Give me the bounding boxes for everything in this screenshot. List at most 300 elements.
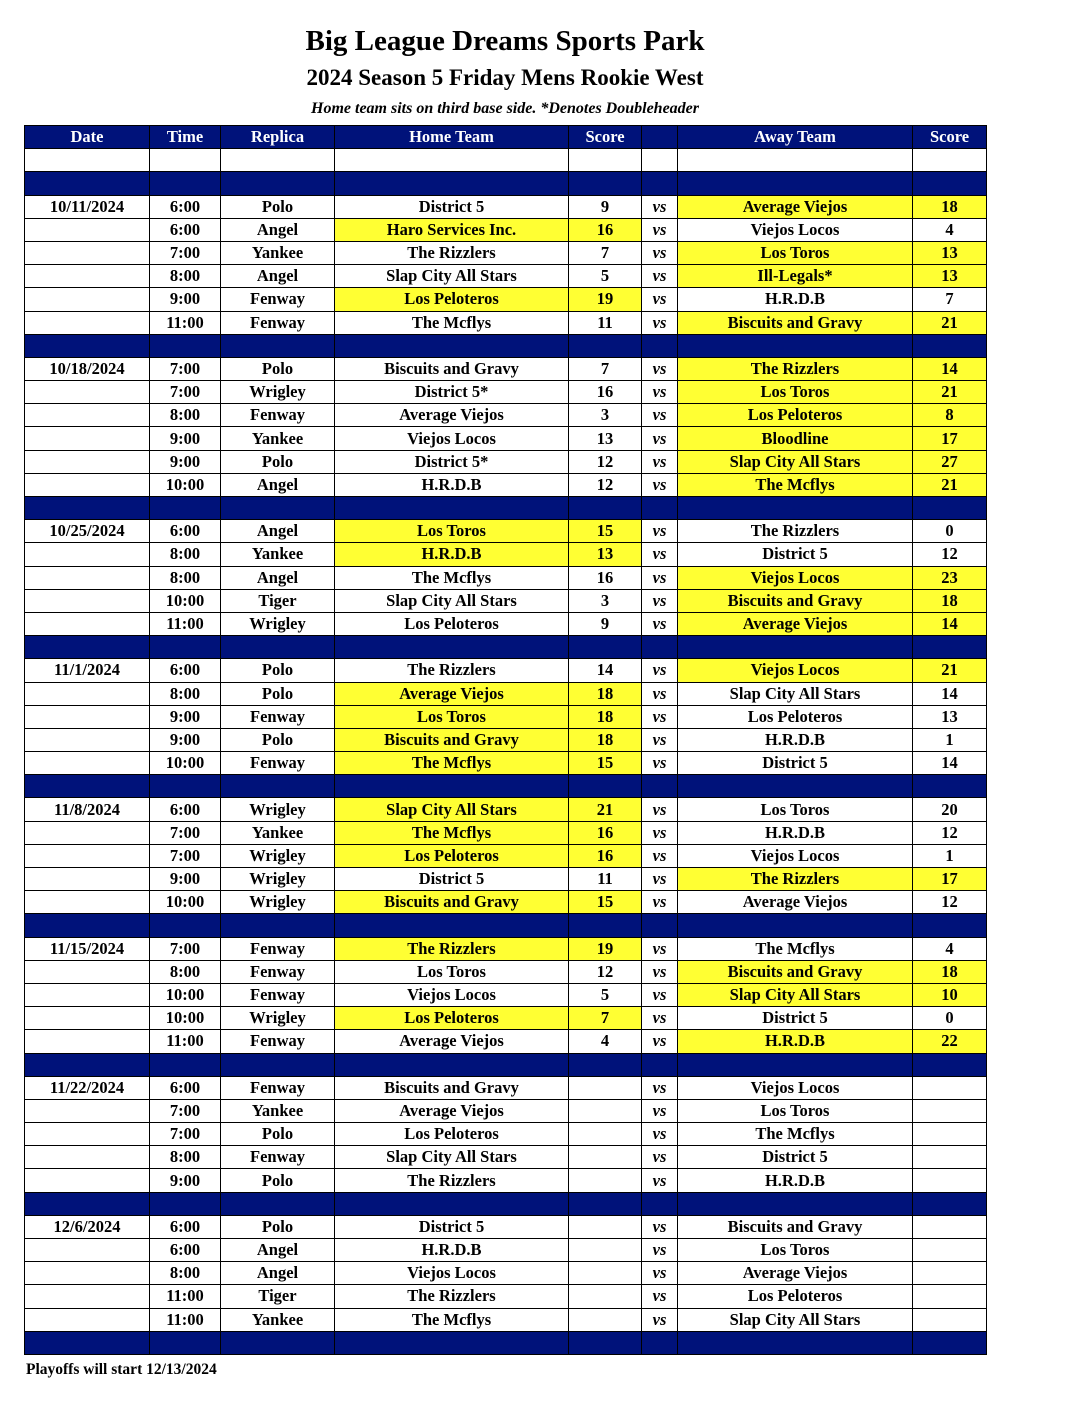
game-time: 9:00 <box>150 868 221 891</box>
home-score: 15 <box>569 520 642 543</box>
away-team: Viejos Locos <box>678 659 913 682</box>
game-replica: Wrigley <box>221 868 335 891</box>
vs-label: vs <box>642 241 678 264</box>
game-replica: Fenway <box>221 1146 335 1169</box>
game-replica: Wrigley <box>221 891 335 914</box>
schedule-note: Home team sits on third base side. *Denotes Doubleheader <box>311 100 699 117</box>
game-replica: Yankee <box>221 241 335 264</box>
week-separator-row <box>25 334 987 357</box>
vs-label: vs <box>642 891 678 914</box>
home-score: 5 <box>569 265 642 288</box>
game-time: 6:00 <box>150 798 221 821</box>
game-row <box>25 357 987 380</box>
game-time: 7:00 <box>150 821 221 844</box>
away-score: 1 <box>913 728 987 751</box>
vs-label: vs <box>642 1285 678 1308</box>
game-date <box>25 1308 150 1331</box>
vs-label: vs <box>642 1239 678 1262</box>
home-team: The Rizzlers <box>335 937 569 960</box>
home-score <box>569 1308 642 1331</box>
home-score <box>569 1123 642 1146</box>
away-team: Biscuits and Gravy <box>678 589 913 612</box>
week-separator-row <box>25 636 987 659</box>
game-row <box>25 566 987 589</box>
home-score: 16 <box>569 821 642 844</box>
game-date <box>25 473 150 496</box>
game-time: 6:00 <box>150 1239 221 1262</box>
away-score: 18 <box>913 195 987 218</box>
game-row <box>25 752 987 775</box>
week-separator-row <box>25 775 987 798</box>
game-replica: Yankee <box>221 427 335 450</box>
week-separator-row <box>25 1053 987 1076</box>
game-time: 10:00 <box>150 473 221 496</box>
away-team: Los Toros <box>678 798 913 821</box>
away-score: 1 <box>913 844 987 867</box>
home-score: 16 <box>569 844 642 867</box>
game-row <box>25 381 987 404</box>
away-score: 21 <box>913 473 987 496</box>
away-score: 17 <box>913 868 987 891</box>
game-date <box>25 543 150 566</box>
home-score: 16 <box>569 218 642 241</box>
page-title: Big League Dreams Sports Park <box>305 25 705 57</box>
home-team: Average Viejos <box>335 682 569 705</box>
home-score: 11 <box>569 868 642 891</box>
game-time: 8:00 <box>150 682 221 705</box>
away-team: Slap City All Stars <box>678 450 913 473</box>
away-score: 12 <box>913 821 987 844</box>
home-score: 19 <box>569 288 642 311</box>
game-time: 10:00 <box>150 983 221 1006</box>
game-date <box>25 1285 150 1308</box>
vs-label: vs <box>642 450 678 473</box>
home-score: 7 <box>569 357 642 380</box>
game-date <box>25 1169 150 1192</box>
away-score: 12 <box>913 543 987 566</box>
game-date: 11/1/2024 <box>25 659 150 682</box>
game-time: 6:00 <box>150 1215 221 1238</box>
home-score: 5 <box>569 983 642 1006</box>
blank-row <box>25 149 987 172</box>
game-replica: Yankee <box>221 1308 335 1331</box>
home-score: 4 <box>569 1030 642 1053</box>
home-team: Haro Services Inc. <box>335 218 569 241</box>
away-score: 10 <box>913 983 987 1006</box>
game-row <box>25 1099 987 1122</box>
game-time: 8:00 <box>150 265 221 288</box>
game-date <box>25 728 150 751</box>
game-replica: Angel <box>221 1239 335 1262</box>
away-score: 22 <box>913 1030 987 1053</box>
away-team: Average Viejos <box>678 1262 913 1285</box>
vs-label: vs <box>642 1007 678 1030</box>
away-score: 14 <box>913 752 987 775</box>
home-team: Slap City All Stars <box>335 265 569 288</box>
game-date <box>25 241 150 264</box>
game-replica: Polo <box>221 1215 335 1238</box>
game-row <box>25 705 987 728</box>
game-row <box>25 543 987 566</box>
game-time: 6:00 <box>150 520 221 543</box>
vs-label: vs <box>642 543 678 566</box>
game-time: 9:00 <box>150 705 221 728</box>
game-replica: Fenway <box>221 752 335 775</box>
schedule-body <box>25 149 987 1355</box>
game-row <box>25 520 987 543</box>
vs-label: vs <box>642 705 678 728</box>
game-time: 7:00 <box>150 937 221 960</box>
game-time: 10:00 <box>150 891 221 914</box>
home-score <box>569 1169 642 1192</box>
game-time: 11:00 <box>150 1308 221 1331</box>
home-score: 3 <box>569 404 642 427</box>
game-row <box>25 1239 987 1262</box>
away-team: Los Peloteros <box>678 705 913 728</box>
game-row <box>25 450 987 473</box>
away-team: Average Viejos <box>678 195 913 218</box>
away-team: Bloodline <box>678 427 913 450</box>
away-score: 13 <box>913 241 987 264</box>
game-date <box>25 960 150 983</box>
game-time: 8:00 <box>150 960 221 983</box>
game-date: 11/22/2024 <box>25 1076 150 1099</box>
game-replica: Fenway <box>221 937 335 960</box>
game-row <box>25 844 987 867</box>
away-team: Average Viejos <box>678 891 913 914</box>
game-row <box>25 659 987 682</box>
away-team: Slap City All Stars <box>678 682 913 705</box>
home-score: 15 <box>569 891 642 914</box>
home-score <box>569 1285 642 1308</box>
game-row <box>25 1076 987 1099</box>
game-row <box>25 937 987 960</box>
game-time: 6:00 <box>150 218 221 241</box>
game-replica: Wrigley <box>221 844 335 867</box>
game-row <box>25 473 987 496</box>
home-team: The Mcflys <box>335 821 569 844</box>
game-date: 10/11/2024 <box>25 195 150 218</box>
game-time: 9:00 <box>150 728 221 751</box>
away-score <box>913 1123 987 1146</box>
home-team: The Rizzlers <box>335 659 569 682</box>
vs-label: vs <box>642 218 678 241</box>
vs-label: vs <box>642 1123 678 1146</box>
game-replica: Fenway <box>221 1076 335 1099</box>
away-score <box>913 1239 987 1262</box>
game-time: 9:00 <box>150 1169 221 1192</box>
vs-label: vs <box>642 1099 678 1122</box>
away-score: 8 <box>913 404 987 427</box>
away-team: Biscuits and Gravy <box>678 960 913 983</box>
away-score: 20 <box>913 798 987 821</box>
game-row <box>25 1262 987 1285</box>
away-team: Average Viejos <box>678 612 913 635</box>
away-score: 13 <box>913 705 987 728</box>
game-replica: Fenway <box>221 311 335 334</box>
game-time: 10:00 <box>150 1007 221 1030</box>
home-score: 16 <box>569 566 642 589</box>
away-score: 17 <box>913 427 987 450</box>
game-replica: Fenway <box>221 288 335 311</box>
game-time: 9:00 <box>150 427 221 450</box>
vs-label: vs <box>642 798 678 821</box>
away-score: 14 <box>913 682 987 705</box>
game-replica: Yankee <box>221 821 335 844</box>
vs-label: vs <box>642 960 678 983</box>
away-team: Biscuits and Gravy <box>678 311 913 334</box>
home-team: Biscuits and Gravy <box>335 891 569 914</box>
away-team: Ill-Legals* <box>678 265 913 288</box>
game-row <box>25 821 987 844</box>
game-row <box>25 265 987 288</box>
week-separator-row <box>25 1192 987 1215</box>
game-time: 6:00 <box>150 195 221 218</box>
home-score: 9 <box>569 195 642 218</box>
vs-label: vs <box>642 427 678 450</box>
game-row <box>25 589 987 612</box>
home-team: Average Viejos <box>335 1099 569 1122</box>
game-time: 11:00 <box>150 1030 221 1053</box>
home-score: 7 <box>569 1007 642 1030</box>
game-row <box>25 218 987 241</box>
away-team: Los Toros <box>678 1099 913 1122</box>
vs-label: vs <box>642 589 678 612</box>
home-team: Los Peloteros <box>335 612 569 635</box>
away-score: 4 <box>913 937 987 960</box>
game-replica: Fenway <box>221 705 335 728</box>
game-replica: Fenway <box>221 983 335 1006</box>
game-row <box>25 1215 987 1238</box>
game-replica: Wrigley <box>221 612 335 635</box>
home-team: Slap City All Stars <box>335 798 569 821</box>
away-team: H.R.D.B <box>678 821 913 844</box>
away-score: 23 <box>913 566 987 589</box>
away-team: Viejos Locos <box>678 218 913 241</box>
away-score: 18 <box>913 589 987 612</box>
vs-label: vs <box>642 381 678 404</box>
vs-label: vs <box>642 288 678 311</box>
home-score: 12 <box>569 473 642 496</box>
home-team: Average Viejos <box>335 1030 569 1053</box>
game-replica: Angel <box>221 265 335 288</box>
game-replica: Wrigley <box>221 798 335 821</box>
game-row <box>25 1030 987 1053</box>
home-team: H.R.D.B <box>335 543 569 566</box>
game-date <box>25 404 150 427</box>
vs-label: vs <box>642 520 678 543</box>
game-row <box>25 404 987 427</box>
away-team: Los Toros <box>678 241 913 264</box>
game-time: 10:00 <box>150 752 221 775</box>
col-header-time: Time <box>150 126 221 149</box>
game-row <box>25 798 987 821</box>
home-score: 18 <box>569 728 642 751</box>
home-team: Los Peloteros <box>335 1123 569 1146</box>
game-time: 8:00 <box>150 566 221 589</box>
game-replica: Fenway <box>221 1030 335 1053</box>
vs-label: vs <box>642 195 678 218</box>
away-team: The Mcflys <box>678 1123 913 1146</box>
game-time: 6:00 <box>150 1076 221 1099</box>
game-row <box>25 891 987 914</box>
game-date: 11/8/2024 <box>25 798 150 821</box>
vs-label: vs <box>642 265 678 288</box>
away-score <box>913 1308 987 1331</box>
home-score: 7 <box>569 241 642 264</box>
away-score: 14 <box>913 612 987 635</box>
away-score: 21 <box>913 659 987 682</box>
home-team: The Mcflys <box>335 1308 569 1331</box>
vs-label: vs <box>642 612 678 635</box>
game-row <box>25 1285 987 1308</box>
home-score: 3 <box>569 589 642 612</box>
home-score: 12 <box>569 450 642 473</box>
home-team: H.R.D.B <box>335 1239 569 1262</box>
home-score: 18 <box>569 682 642 705</box>
game-time: 7:00 <box>150 1123 221 1146</box>
away-team: H.R.D.B <box>678 288 913 311</box>
col-header-away-score: Score <box>913 126 987 149</box>
away-score <box>913 1215 987 1238</box>
home-team: Slap City All Stars <box>335 589 569 612</box>
away-team: Los Toros <box>678 381 913 404</box>
col-header-home-score: Score <box>569 126 642 149</box>
game-replica: Polo <box>221 1123 335 1146</box>
game-date <box>25 682 150 705</box>
game-replica: Angel <box>221 473 335 496</box>
game-replica: Yankee <box>221 1099 335 1122</box>
game-date <box>25 1007 150 1030</box>
away-score: 14 <box>913 357 987 380</box>
game-time: 11:00 <box>150 612 221 635</box>
away-team: The Mcflys <box>678 473 913 496</box>
vs-label: vs <box>642 937 678 960</box>
away-score: 0 <box>913 1007 987 1030</box>
game-replica: Fenway <box>221 404 335 427</box>
game-replica: Angel <box>221 1262 335 1285</box>
home-team: The Rizzlers <box>335 1169 569 1192</box>
game-date <box>25 381 150 404</box>
game-row <box>25 682 987 705</box>
game-time: 7:00 <box>150 381 221 404</box>
away-team: Slap City All Stars <box>678 1308 913 1331</box>
home-team: Los Peloteros <box>335 288 569 311</box>
game-date <box>25 1123 150 1146</box>
game-row <box>25 1007 987 1030</box>
game-replica: Angel <box>221 566 335 589</box>
game-date <box>25 566 150 589</box>
home-team: The Mcflys <box>335 752 569 775</box>
game-row <box>25 612 987 635</box>
game-row <box>25 960 987 983</box>
game-date <box>25 311 150 334</box>
col-header-home-team: Home Team <box>335 126 569 149</box>
game-replica: Polo <box>221 357 335 380</box>
game-date <box>25 844 150 867</box>
home-team: Los Toros <box>335 520 569 543</box>
game-replica: Polo <box>221 450 335 473</box>
away-score: 21 <box>913 381 987 404</box>
vs-label: vs <box>642 682 678 705</box>
home-score: 16 <box>569 381 642 404</box>
vs-label: vs <box>642 821 678 844</box>
away-team: The Rizzlers <box>678 357 913 380</box>
game-time: 9:00 <box>150 288 221 311</box>
vs-label: vs <box>642 311 678 334</box>
home-score <box>569 1076 642 1099</box>
home-team: District 5 <box>335 195 569 218</box>
game-row <box>25 983 987 1006</box>
home-score: 19 <box>569 937 642 960</box>
game-replica: Fenway <box>221 960 335 983</box>
home-team: Los Toros <box>335 960 569 983</box>
game-row <box>25 195 987 218</box>
game-row <box>25 728 987 751</box>
home-team: Los Peloteros <box>335 844 569 867</box>
vs-label: vs <box>642 1076 678 1099</box>
game-replica: Tiger <box>221 589 335 612</box>
home-team: Viejos Locos <box>335 427 569 450</box>
game-time: 9:00 <box>150 450 221 473</box>
home-score: 11 <box>569 311 642 334</box>
game-time: 11:00 <box>150 1285 221 1308</box>
vs-label: vs <box>642 1146 678 1169</box>
game-time: 7:00 <box>150 1099 221 1122</box>
vs-label: vs <box>642 752 678 775</box>
away-score: 4 <box>913 218 987 241</box>
home-score <box>569 1262 642 1285</box>
game-date: 10/18/2024 <box>25 357 150 380</box>
week-separator-row <box>25 172 987 195</box>
away-team: The Rizzlers <box>678 868 913 891</box>
home-team: The Mcflys <box>335 311 569 334</box>
away-team: District 5 <box>678 1146 913 1169</box>
game-row <box>25 1146 987 1169</box>
vs-label: vs <box>642 566 678 589</box>
vs-label: vs <box>642 404 678 427</box>
away-score <box>913 1262 987 1285</box>
week-separator-row <box>25 497 987 520</box>
game-replica: Polo <box>221 659 335 682</box>
game-time: 6:00 <box>150 659 221 682</box>
game-replica: Angel <box>221 218 335 241</box>
away-team: District 5 <box>678 543 913 566</box>
game-date <box>25 705 150 728</box>
away-team: Viejos Locos <box>678 1076 913 1099</box>
game-row <box>25 427 987 450</box>
game-date <box>25 1146 150 1169</box>
game-date: 10/25/2024 <box>25 520 150 543</box>
game-replica: Angel <box>221 520 335 543</box>
away-score: 0 <box>913 520 987 543</box>
game-time: 11:00 <box>150 311 221 334</box>
game-replica: Polo <box>221 682 335 705</box>
game-row <box>25 288 987 311</box>
away-team: The Mcflys <box>678 937 913 960</box>
home-score: 13 <box>569 427 642 450</box>
away-score: 27 <box>913 450 987 473</box>
away-score: 7 <box>913 288 987 311</box>
game-date <box>25 983 150 1006</box>
home-team: Biscuits and Gravy <box>335 357 569 380</box>
home-score <box>569 1215 642 1238</box>
away-score <box>913 1099 987 1122</box>
away-team: The Rizzlers <box>678 520 913 543</box>
away-score: 18 <box>913 960 987 983</box>
vs-label: vs <box>642 473 678 496</box>
game-time: 8:00 <box>150 543 221 566</box>
